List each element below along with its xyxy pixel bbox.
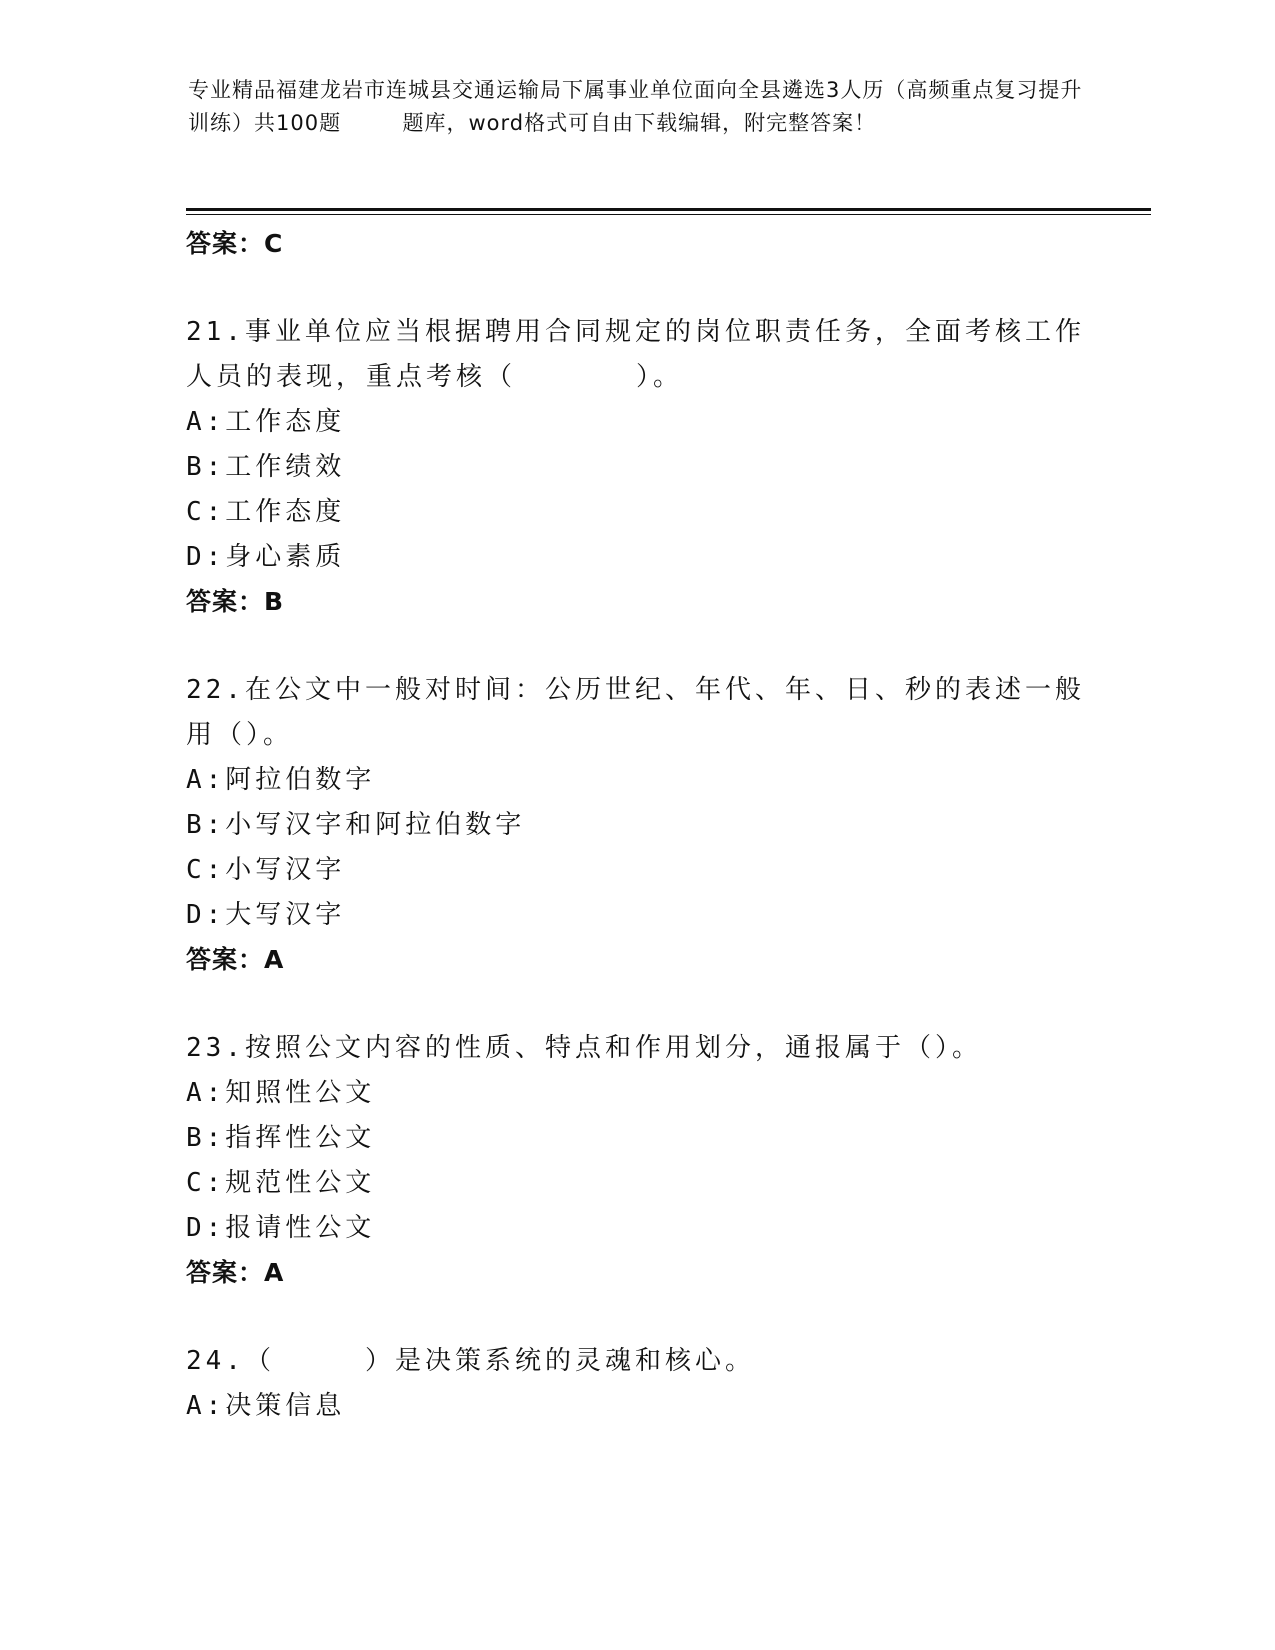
question-item	[186, 310, 1106, 624]
option-b: B:工作绩效	[186, 452, 346, 482]
question-stem: 22.在公文中一般对时间：公历世纪、年代、年、日、秒的表述一般用（）。	[186, 675, 1085, 750]
answer-line: 答案：A	[186, 945, 285, 974]
option-a: A:决策信息	[186, 1391, 346, 1421]
document-header: 专业精品福建龙岩市连城县交通运输局下属事业单位面向全县遴选3人历（高频重点复习提升训练）共100题 题库，word格式可自由下载编辑，附完整答案！	[188, 78, 1083, 135]
option-a: A:工作态度	[186, 407, 346, 437]
option-c: C:小写汉字	[186, 855, 346, 885]
question-item	[186, 668, 1106, 982]
answer-line: 答案：B	[186, 587, 285, 616]
option-a: A:阿拉伯数字	[186, 765, 376, 795]
option-d: D:报请性公文	[186, 1213, 376, 1243]
header-rule-thick	[186, 208, 1151, 211]
question-stem: 23.按照公文内容的性质、特点和作用划分，通报属于（）。	[186, 1033, 982, 1063]
question-stem: 21.事业单位应当根据聘用合同规定的岗位职责任务，全面考核工作人员的表现，重点考核（ ）。	[186, 317, 1085, 392]
question-item	[186, 1026, 1106, 1295]
answer-line: 答案：A	[186, 1258, 285, 1287]
option-c: C:规范性公文	[186, 1168, 376, 1198]
option-d: D:身心素质	[186, 542, 346, 572]
question-list	[186, 222, 1106, 1473]
option-d: D:大写汉字	[186, 900, 346, 930]
question-item	[186, 1339, 1106, 1429]
option-a: A:知照性公文	[186, 1078, 376, 1108]
header-rule-thin	[186, 214, 1151, 215]
option-b: B:小写汉字和阿拉伯数字	[186, 810, 526, 840]
answer-line: 答案：C	[186, 229, 284, 258]
question-stem: 24.（ ）是决策系统的灵魂和核心。	[186, 1346, 755, 1376]
option-b: B:指挥性公文	[186, 1123, 376, 1153]
option-c: C:工作态度	[186, 497, 346, 527]
